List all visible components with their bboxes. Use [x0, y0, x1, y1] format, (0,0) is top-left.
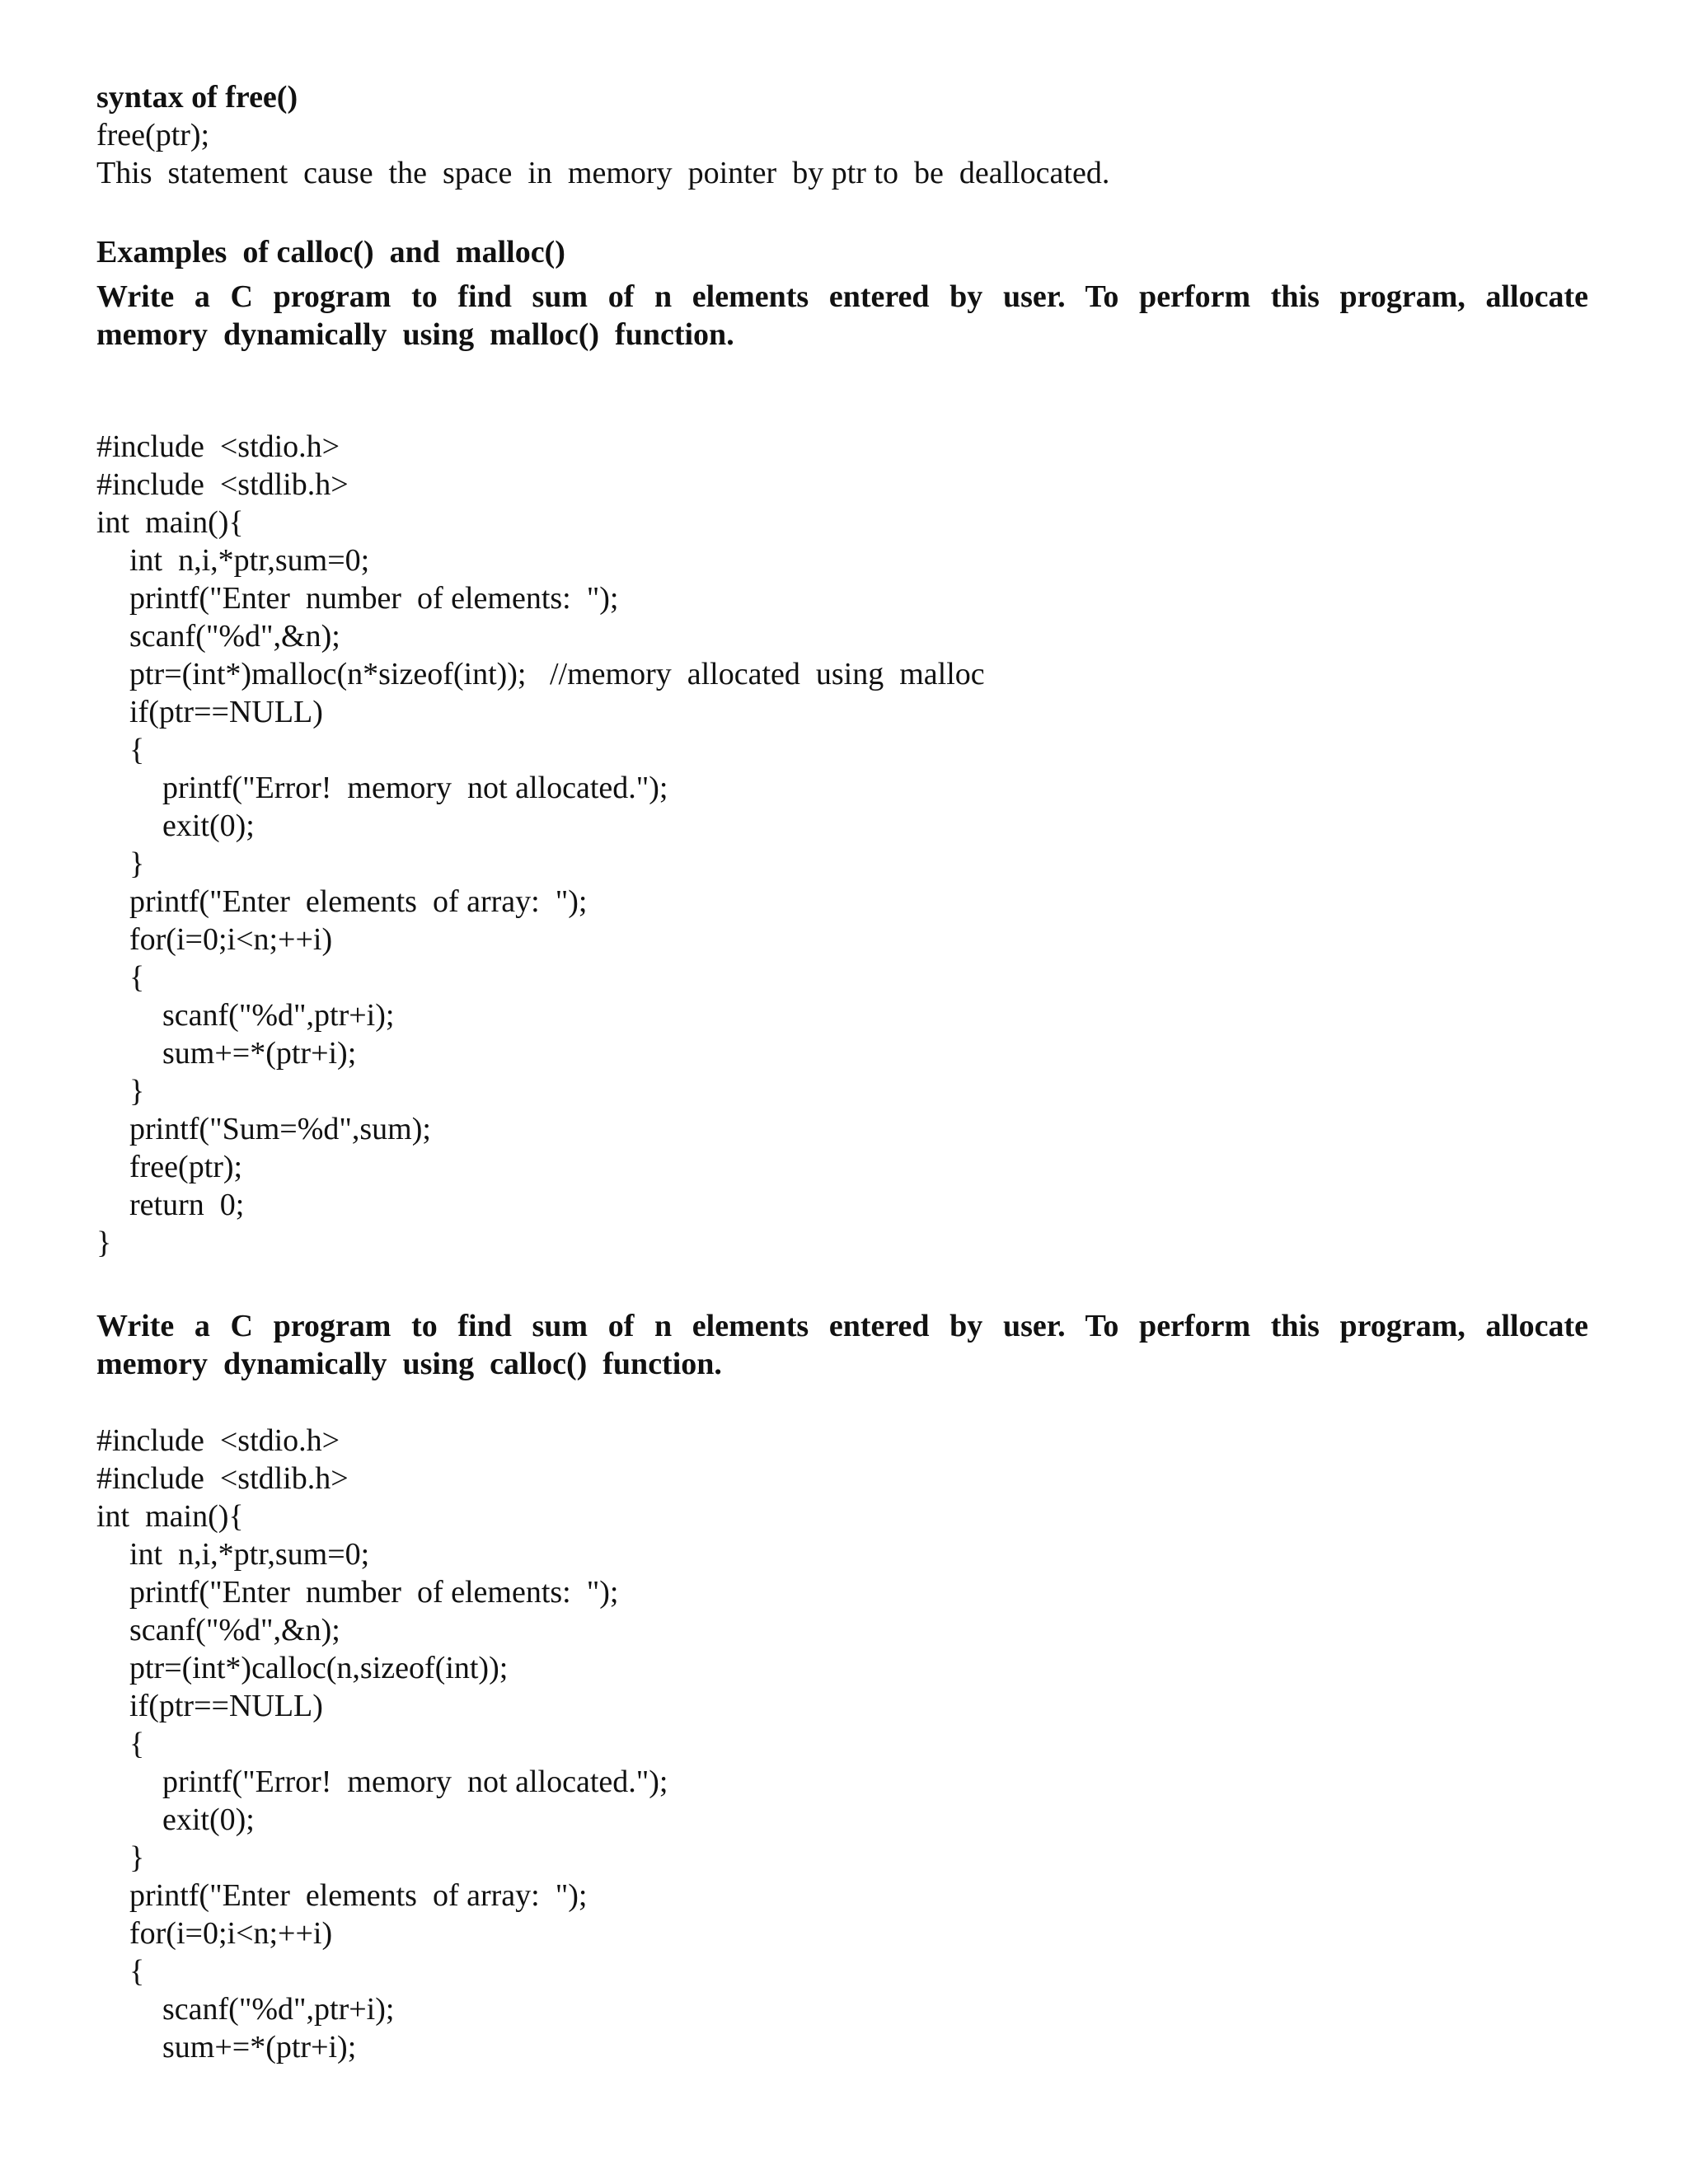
code-line: printf("Enter number of elements: "); — [129, 581, 619, 616]
code-line: if(ptr==NULL) — [129, 1689, 323, 1723]
code-line: } — [129, 846, 145, 881]
examples-heading: Examples of calloc() and malloc() — [96, 235, 565, 269]
code-line: printf("Enter elements of array: "); — [129, 884, 588, 919]
code-line: int n,i,*ptr,sum=0; — [129, 543, 370, 578]
code-line: #include <stdio.h> — [96, 1423, 340, 1458]
code-line: scanf("%d",ptr+i); — [162, 1992, 395, 2027]
code-line: printf("Enter elements of array: "); — [129, 1878, 588, 1913]
free-syntax-line: free(ptr); — [96, 118, 210, 152]
code-line: } — [129, 1074, 145, 1108]
code-line: printf("Error! memory not allocated."); — [162, 1765, 668, 1799]
code-line: printf("Error! memory not allocated."); — [162, 771, 668, 805]
code-line: return 0; — [129, 1188, 245, 1222]
code-line: exit(0); — [162, 808, 255, 843]
calloc-question-line-2: memory dynamically using calloc() function. — [96, 1347, 722, 1381]
code-line: scanf("%d",&n); — [129, 619, 340, 654]
code-line: int main(){ — [96, 1499, 244, 1534]
code-line: { — [129, 960, 145, 995]
code-line: } — [96, 1226, 112, 1260]
code-line: sum+=*(ptr+i); — [162, 2030, 357, 2064]
free-syntax-heading: syntax of free() — [96, 80, 298, 115]
code-line: int main(){ — [96, 505, 244, 540]
code-line: int n,i,*ptr,sum=0; — [129, 1537, 370, 1572]
code-line: ptr=(int*)malloc(n*sizeof(int)); //memory allocated using malloc — [129, 657, 985, 691]
malloc-question-line-1: Write a C program to find sum of n elements entered by user. To perform this program, allocate — [96, 279, 1588, 314]
code-line: } — [129, 1840, 145, 1875]
code-line: #include <stdlib.h> — [96, 467, 349, 502]
code-line: if(ptr==NULL) — [129, 695, 323, 729]
code-line: #include <stdlib.h> — [96, 1461, 349, 1496]
code-line: printf("Sum=%d",sum); — [129, 1112, 431, 1146]
code-line: { — [129, 1954, 145, 1989]
code-line: printf("Enter number of elements: "); — [129, 1575, 619, 1610]
code-line: free(ptr); — [129, 1150, 243, 1184]
code-line: sum+=*(ptr+i); — [162, 1036, 357, 1071]
code-line: exit(0); — [162, 1802, 255, 1837]
free-description: This statement cause the space in memory pointer by ptr to be deallocated. — [96, 156, 1110, 190]
code-line: { — [129, 733, 145, 767]
code-line: for(i=0;i<n;++i) — [129, 922, 333, 957]
code-line: for(i=0;i<n;++i) — [129, 1916, 333, 1951]
code-line: { — [129, 1727, 145, 1761]
code-line: scanf("%d",ptr+i); — [162, 998, 395, 1033]
calloc-question-line-1: Write a C program to find sum of n elements entered by user. To perform this program, allocate — [96, 1309, 1588, 1343]
code-line: #include <stdio.h> — [96, 429, 340, 464]
malloc-question-line-2: memory dynamically using malloc() function. — [96, 317, 734, 352]
code-line: ptr=(int*)calloc(n,sizeof(int)); — [129, 1651, 509, 1685]
code-line: scanf("%d",&n); — [129, 1613, 340, 1647]
